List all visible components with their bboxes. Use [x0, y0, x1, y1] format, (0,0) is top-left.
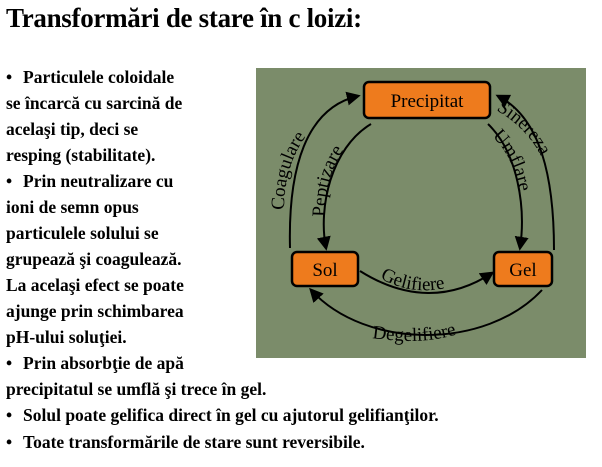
text-line: acelaşi tip, deci se [6, 119, 139, 139]
page-title: Transformări de stare în c loizi: [6, 3, 362, 33]
node-precipitat [364, 82, 490, 118]
bullet-marker: • [6, 171, 13, 191]
text-line: • Prin absorbţie de apă [6, 353, 184, 373]
text-line: La acelaşi efect se poate [6, 275, 184, 295]
text-line: grupează şi coagulează. [6, 249, 182, 269]
label-coagulare: Coagulare [267, 127, 310, 211]
bullet-marker: • [6, 67, 13, 87]
text-line: precipitatul se umflă şi trece în gel. [6, 379, 267, 399]
bullet-marker: • [6, 353, 13, 373]
label-peptizare: Peptizare [308, 141, 348, 218]
bullet-marker: • [6, 405, 13, 425]
text-line: ioni de semn opus [6, 197, 139, 217]
label-gelifiere: Gelifiere [377, 263, 446, 296]
state-transformation-diagram [256, 68, 586, 358]
text-line: pH-ului soluţiei. [6, 327, 127, 347]
text-line: particulele solului se [6, 223, 159, 243]
label-umflare: Umflare [488, 125, 536, 193]
text-line: ajunge prin schimbarea [6, 301, 184, 321]
text-line: • Particulele coloidale [6, 67, 175, 87]
label-sinereza: Sinereza [493, 96, 556, 159]
label-degelifiere: Degelifiere [371, 318, 459, 347]
svg-text:Gel: Gel [509, 260, 537, 281]
text-line: se încarcă cu sarcină de [6, 93, 183, 113]
bullet-marker: • [6, 432, 13, 452]
text-line: • Toate transformările de stare sunt reversibile. [6, 432, 365, 452]
text-line: resping (stabilitate). [6, 145, 156, 165]
text-line: • Solul poate gelifica direct în gel cu ajutorul gelifianţilor. [6, 405, 439, 425]
text-line: • Prin neutralizare cu [6, 171, 174, 191]
svg-text:Sol: Sol [312, 260, 338, 281]
svg-text:Precipitat: Precipitat [390, 91, 464, 112]
node-sol [292, 252, 358, 286]
node-gel [494, 252, 552, 286]
